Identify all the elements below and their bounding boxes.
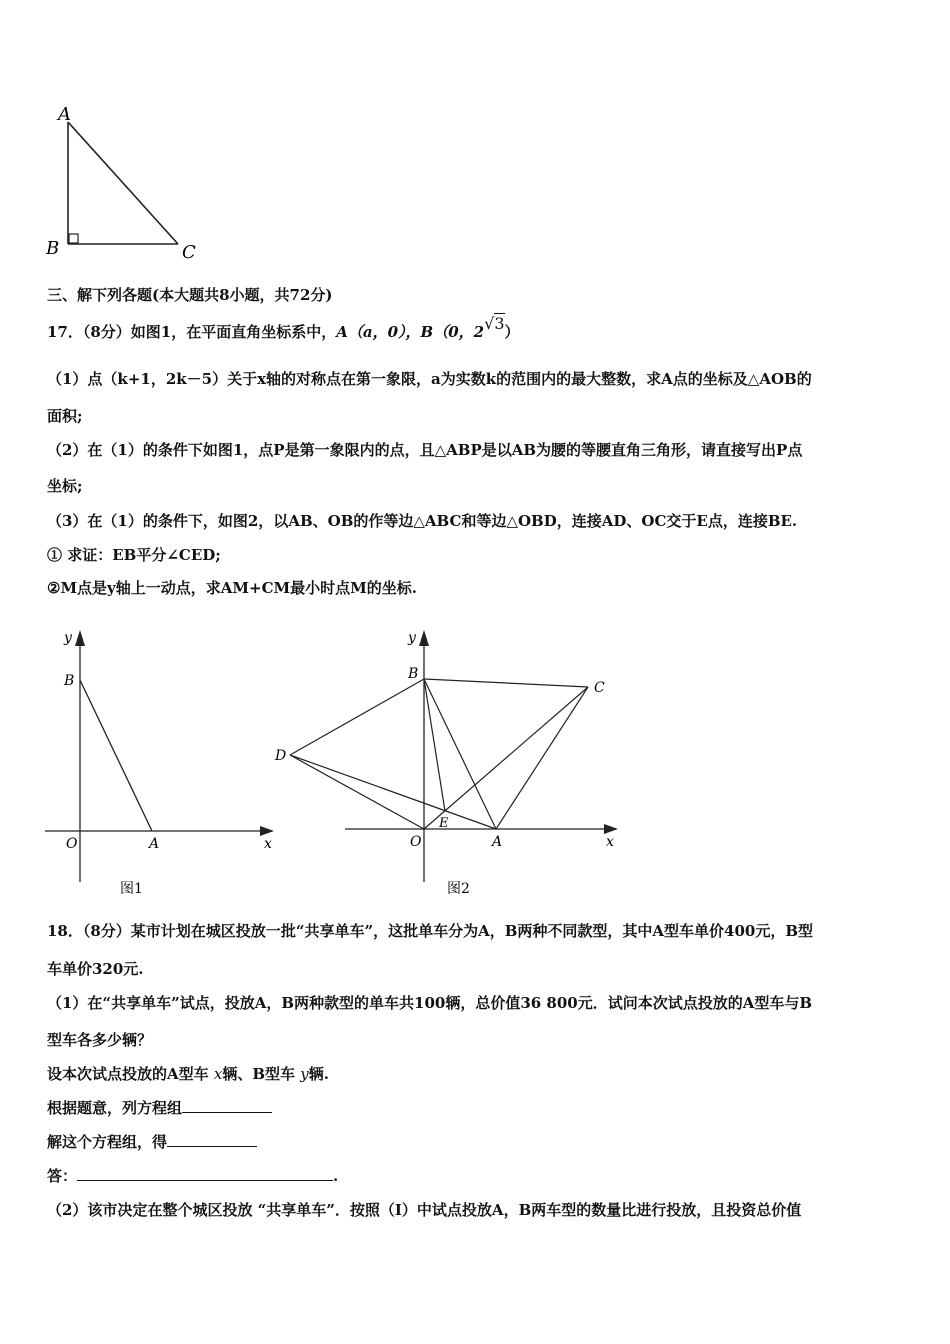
segment-do <box>290 755 424 829</box>
section-heading: 三、解下列各题(本大题共8小题，共72分) <box>47 286 333 304</box>
q18-part1-line2: 型车各多少辆？ <box>47 1031 153 1049</box>
segment-oc <box>424 687 588 829</box>
side-ac <box>68 122 178 244</box>
answer-end: . <box>333 1167 339 1185</box>
q17-stem <box>47 314 520 342</box>
equation-label: 根据题意，列方程组 <box>47 1099 183 1117</box>
equation-blank[interactable] <box>182 1098 272 1113</box>
sqrt-radicand: 3 <box>494 314 505 333</box>
label-a: A <box>149 836 160 852</box>
label-a: A <box>58 104 71 125</box>
setup-text-a: 设本次试点投放的A型车 <box>47 1065 209 1083</box>
sqrt-symbol: √3 <box>484 314 505 333</box>
answer-blank[interactable] <box>77 1166 333 1181</box>
segment-bd <box>290 679 424 755</box>
label-b: B <box>46 238 60 259</box>
q18-stem-line2: 车单价320元. <box>47 960 144 978</box>
q17-stem-prefix: 17．（8分）如图1，在平面直角坐标系中， <box>47 323 337 341</box>
q17-sub1: ① 求证：EB平分∠CED; <box>47 546 221 564</box>
q18-part2-line1: （2）该市决定在整个城区投放 “共享单车”．按照（Ⅰ）中试点投放A，B两车型的数量比进行投放，且投资总价值 <box>47 1201 802 1219</box>
q18-stem-line1: 18．（8分）某市计划在城区投放一批“共享单车”，这批单车分为A，B两种不同款型，其中A型车单价400元，B型 <box>47 922 814 940</box>
label-b: B <box>408 666 419 682</box>
label-o: O <box>66 836 78 852</box>
label-c: C <box>182 242 196 263</box>
setup-text-b: 辆、B型车 <box>222 1065 296 1083</box>
label-y: y <box>408 630 416 646</box>
right-triangle-figure <box>40 100 210 265</box>
figure-2 <box>270 620 630 900</box>
segment-be <box>424 679 445 811</box>
y-axis-arrow <box>419 630 429 646</box>
var-y: y <box>300 1065 309 1083</box>
solution-blank[interactable] <box>167 1132 257 1147</box>
figure-1 <box>40 620 290 900</box>
y-axis-arrow <box>75 630 85 646</box>
label-a: A <box>492 834 503 850</box>
q17-part1-line2: 面积; <box>47 407 83 425</box>
label-b: B <box>64 673 75 689</box>
segment-ab <box>80 680 152 831</box>
q18-part1-line1: （1）在“共享单车”试点，投放A，B两种款型的单车共100辆，总价值36 800元．试问本次试点投放的A型车与B <box>47 994 813 1012</box>
q17-stem-a: A（a，0）， <box>336 323 421 341</box>
q17-stem-b: B（0，2 <box>420 323 485 341</box>
q17-sub2: ②M点是y轴上一动点，求AM+CM最小时点M的坐标. <box>47 579 417 597</box>
segment-da <box>290 755 496 829</box>
q17-stem-end: ） <box>504 323 520 341</box>
label-d: D <box>275 748 287 764</box>
segment-ca <box>496 687 588 829</box>
q17-part2-line2: 坐标; <box>47 477 83 495</box>
segment-bc <box>424 679 588 687</box>
x-axis-arrow <box>604 824 618 834</box>
answer-label: 答： <box>47 1167 78 1185</box>
figure1-caption: 图1 <box>120 881 143 897</box>
label-o: O <box>410 834 422 850</box>
q18-answer-line <box>47 1166 338 1186</box>
label-x: x <box>264 836 272 852</box>
label-y: y <box>64 630 72 646</box>
q17-part2-line1: （2）在（1）的条件下如图1，点P是第一象限内的点，且△ABP是以AB为腰的等腰直角三角形，请直接写出P点 <box>47 441 803 459</box>
solve-label: 解这个方程组，得 <box>47 1133 168 1151</box>
setup-text-c: 辆. <box>308 1065 329 1083</box>
q18-equation-line <box>47 1098 272 1118</box>
q17-part3-line1: （3）在（1）的条件下，如图2，以AB、OB的作等边△ABC和等边△OBD，连接AD、OC交于E点，连接BE. <box>47 512 798 530</box>
label-c: C <box>594 680 605 696</box>
figure2-caption: 图2 <box>447 881 470 897</box>
q18-setup <box>47 1064 329 1084</box>
q18-solve-line <box>47 1132 257 1152</box>
right-angle-mark <box>69 234 78 243</box>
q17-part1-line1: （1）点（k+1，2k－5）关于x轴的对称点在第一象限，a为实数k的范围内的最大整数，求A点的坐标及△AOB的 <box>47 370 812 388</box>
label-e: E <box>439 816 449 831</box>
var-x: x <box>213 1065 223 1083</box>
label-x: x <box>606 834 614 850</box>
